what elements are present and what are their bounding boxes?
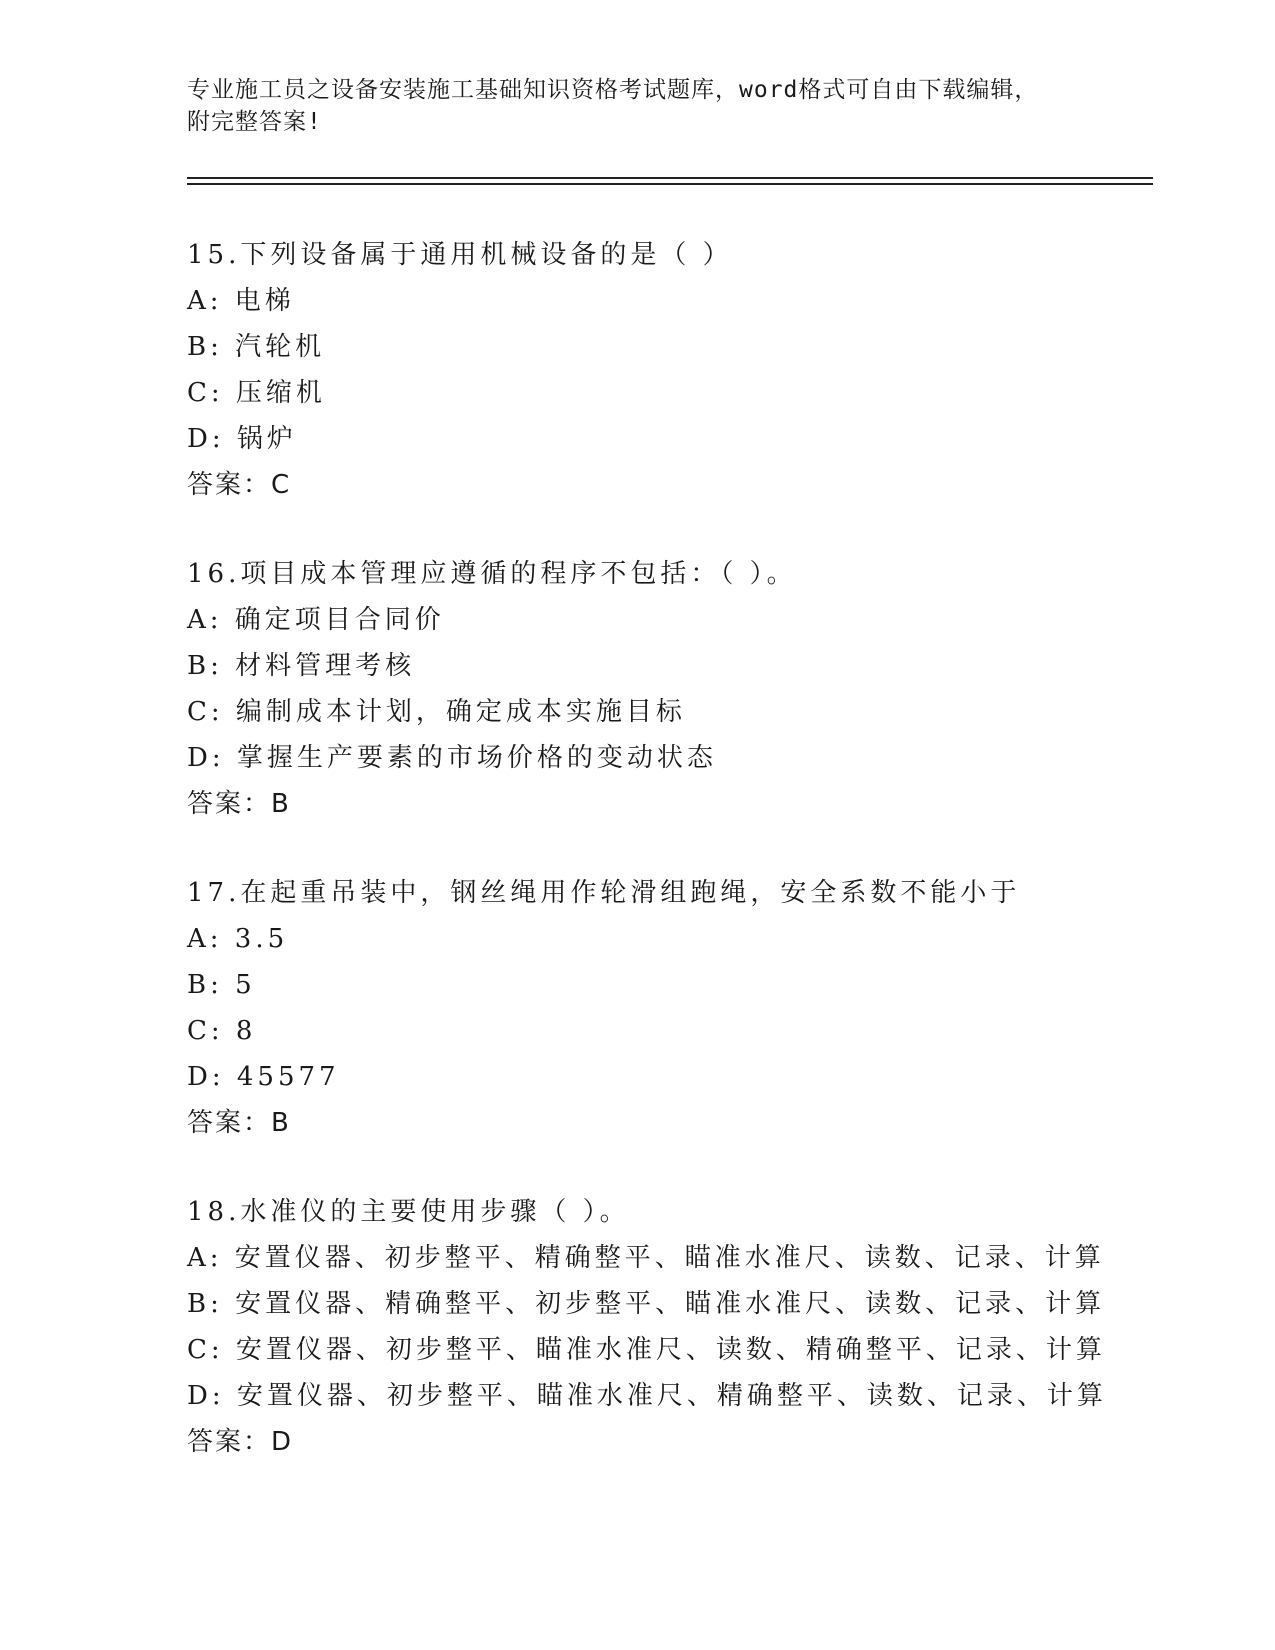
- option-c: C: 安置仪器、初步整平、瞄准水准尺、读数、精确整平、记录、计算: [187, 1335, 1106, 1365]
- question-15: [187, 232, 1147, 508]
- header-line-1: 专业施工员之设备安装施工基础知识资格考试题库，word格式可自由下载编辑，: [187, 77, 1039, 103]
- question-stem: 18.水准仪的主要使用步骤（ ）。: [187, 1197, 630, 1227]
- question-17: [187, 870, 1147, 1146]
- question-stem: 16.项目成本管理应遵循的程序不包括：（ ）。: [187, 559, 797, 589]
- option-b: B: 安置仪器、精确整平、初步整平、瞄准水准尺、读数、记录、计算: [187, 1289, 1106, 1319]
- answer: 答案：B: [187, 1108, 291, 1138]
- option-b: B: 材料管理考核: [187, 651, 416, 681]
- answer: 答案：B: [187, 789, 291, 819]
- document-header: [187, 74, 1087, 138]
- option-c: C: 压缩机: [187, 378, 326, 408]
- header-divider-top: [187, 177, 1153, 179]
- answer: 答案：D: [187, 1427, 294, 1457]
- option-a: A: 确定项目合同价: [187, 605, 445, 635]
- question-stem: 15.下列设备属于通用机械设备的是（ ）: [187, 240, 733, 270]
- option-b: B: 汽轮机: [187, 332, 326, 362]
- option-a: A: 安置仪器、初步整平、精确整平、瞄准水准尺、读数、记录、计算: [187, 1243, 1105, 1273]
- header-line-2: 附完整答案!: [187, 109, 322, 135]
- option-a: A: 电梯: [187, 286, 295, 316]
- option-a: A: 3.5: [187, 924, 289, 954]
- option-d: D: 安置仪器、初步整平、瞄准水准尺、精确整平、读数、记录、计算: [187, 1381, 1107, 1411]
- option-d: D: 锅炉: [187, 424, 297, 454]
- question-stem: 17.在起重吊装中，钢丝绳用作轮滑组跑绳，安全系数不能小于: [187, 878, 1021, 908]
- option-c: C: 编制成本计划，确定成本实施目标: [187, 697, 686, 727]
- option-b: B: 5: [187, 970, 256, 1000]
- question-18: [187, 1189, 1147, 1465]
- option-d: D: 掌握生产要素的市场价格的变动状态: [187, 743, 717, 773]
- option-d: D: 45577: [187, 1062, 340, 1092]
- option-c: C: 8: [187, 1016, 257, 1046]
- question-16: [187, 551, 1147, 827]
- header-divider-bottom: [187, 183, 1153, 185]
- answer: 答案：C: [187, 470, 292, 500]
